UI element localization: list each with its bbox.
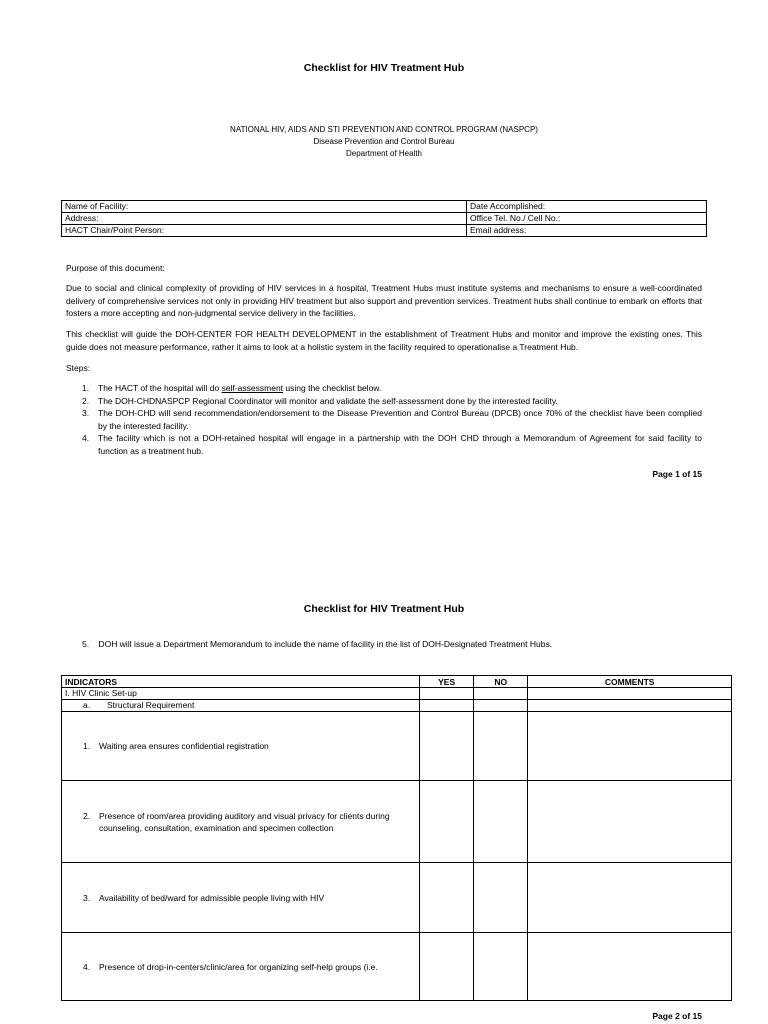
bureau-name: Disease Prevention and Control Bureau xyxy=(313,137,455,146)
step-number: 3. xyxy=(82,408,90,418)
purpose-heading: Purpose of this document: xyxy=(66,263,165,273)
indicator-cell xyxy=(62,712,420,781)
table-row xyxy=(62,933,732,1001)
page-number: Page 2 of 15 xyxy=(652,1011,702,1021)
name-of-facility-field[interactable]: Name of Facility: xyxy=(62,201,467,213)
step-text: The facility which is not a DOH-retained hospital will engage in a partnership with the DOH CHD through a Memorandum of Agreement for said facility to function as a treatment hub. xyxy=(98,433,702,456)
table-row xyxy=(62,688,732,700)
indicator-cell xyxy=(62,863,420,933)
item-text: Availability of bed/ward for admissible people living with HIV xyxy=(99,892,325,903)
yes-cell[interactable] xyxy=(420,933,474,1001)
no-cell[interactable] xyxy=(474,712,528,781)
comments-cell[interactable] xyxy=(528,712,732,781)
subsection-label: Structural Requirement xyxy=(107,700,195,710)
list-item xyxy=(66,407,702,432)
step-five xyxy=(82,638,702,651)
comments-cell[interactable] xyxy=(528,863,732,933)
page-title: Checklist for HIV Treatment Hub xyxy=(303,603,465,615)
step-number: 1. xyxy=(82,383,90,393)
table-row xyxy=(62,225,707,237)
no-cell[interactable] xyxy=(474,863,528,933)
header-indicators: INDICATORS xyxy=(62,676,420,688)
yes-cell[interactable] xyxy=(420,863,474,933)
item-number: 4. xyxy=(83,961,91,972)
header-yes: YES xyxy=(420,676,474,688)
list-item xyxy=(66,382,702,395)
yes-cell[interactable] xyxy=(420,688,474,700)
comments-cell[interactable] xyxy=(528,688,732,700)
item-text: Presence of drop-in-centers/clinic/area for organizing self-help groups (i.e. xyxy=(99,961,378,972)
department-name: Department of Health xyxy=(345,149,423,158)
comments-cell[interactable] xyxy=(528,933,732,1001)
email-field[interactable]: Email address: xyxy=(467,225,707,237)
purpose-paragraph: Due to social and clinical complexity of providing of HIV services in a hospital, Treatment Hubs must institute systems and mechanisms to ensure a well-coordinated delivery of comprehensive services not only in providing HIV treatment but also support and prevention services. Treatment hubs shall continue to embark on efforts that fosters a more accepting and non-judgmental service delivery in the facilities. xyxy=(66,283,702,318)
step-text: using the checklist below. xyxy=(283,383,382,393)
header-no: NO xyxy=(474,676,528,688)
step-underlined: self-assessment xyxy=(221,383,284,393)
yes-cell[interactable] xyxy=(420,700,474,712)
table-row xyxy=(62,781,732,863)
facility-info-table xyxy=(61,200,707,237)
comments-cell[interactable] xyxy=(528,700,732,712)
no-cell[interactable] xyxy=(474,933,528,1001)
item-number: 1. xyxy=(83,741,91,751)
page-title: Checklist for HIV Treatment Hub xyxy=(303,62,465,74)
yes-cell[interactable] xyxy=(420,712,474,781)
table-row xyxy=(62,700,732,712)
no-cell[interactable] xyxy=(474,688,528,700)
table-row xyxy=(62,712,732,781)
item-text: Presence of room/area providing auditory and visual privacy for clients during counseling, consultation, examination and specimen collection xyxy=(99,810,390,833)
indicator-cell xyxy=(62,933,420,1001)
yes-cell[interactable] xyxy=(420,781,474,863)
step-number: 4. xyxy=(82,433,90,443)
date-accomplished-field[interactable]: Date Accomplished: xyxy=(467,201,707,213)
guide-paragraph: This checklist will guide the DOH-CENTER FOR HEALTH DEVELOPMENT in the establishment of Treatment Hubs and monitor and improve the existing ones. This guide does not measure performance, rather it aims to look at a holistic system in the facility required to operationalise a Treatment Hub. xyxy=(66,329,702,352)
page-number: Page 1 of 15 xyxy=(652,469,702,479)
step-text: DOH will issue a Department Memorandum to include the name of facility in the list of DOH-Designated Treatment Hubs. xyxy=(98,639,553,649)
step-number: 5. xyxy=(82,639,90,649)
no-cell[interactable] xyxy=(474,781,528,863)
program-name: NATIONAL HIV, AIDS AND STI PREVENTION AND CONTROL PROGRAM (NASPCP) xyxy=(230,125,538,134)
section-heading: I. HIV Clinic Set-up xyxy=(62,688,420,700)
step-number: 2. xyxy=(82,395,90,406)
no-cell[interactable] xyxy=(474,700,528,712)
subsection-letter: a. xyxy=(83,700,91,710)
item-text: Waiting area ensures confidential registration xyxy=(99,741,269,751)
indicators-table xyxy=(61,675,732,1001)
comments-cell[interactable] xyxy=(528,781,732,863)
header-comments: COMMENTS xyxy=(528,676,732,688)
list-item xyxy=(66,432,702,457)
address-field[interactable]: Address: xyxy=(62,213,467,225)
table-row xyxy=(62,863,732,933)
indicator-cell xyxy=(62,781,420,863)
step-text: The DOH-CHD will send recommendation/endorsement to the Disease Prevention and Control Bureau (DPCB) once 70% of the checklist have been complied by the interested facility. xyxy=(98,408,702,431)
item-number: 3. xyxy=(83,892,91,903)
table-row xyxy=(62,201,707,213)
step-text: The DOH-CHDNASPCP Regional Coordinator will monitor and validate the self-assessment done by the interested facility. xyxy=(98,395,558,406)
office-tel-field[interactable]: Office Tel. No./ Cell No.: xyxy=(467,213,707,225)
item-number: 2. xyxy=(83,810,91,821)
table-header-row xyxy=(62,676,732,688)
hact-chair-field[interactable]: HACT Chair/Point Person: xyxy=(62,225,467,237)
subsection-heading xyxy=(62,700,420,712)
table-row xyxy=(62,213,707,225)
list-item xyxy=(66,395,702,408)
step-text: The HACT of the hospital will do xyxy=(98,383,222,393)
steps-list xyxy=(66,382,702,457)
steps-heading: Steps: xyxy=(66,363,91,373)
